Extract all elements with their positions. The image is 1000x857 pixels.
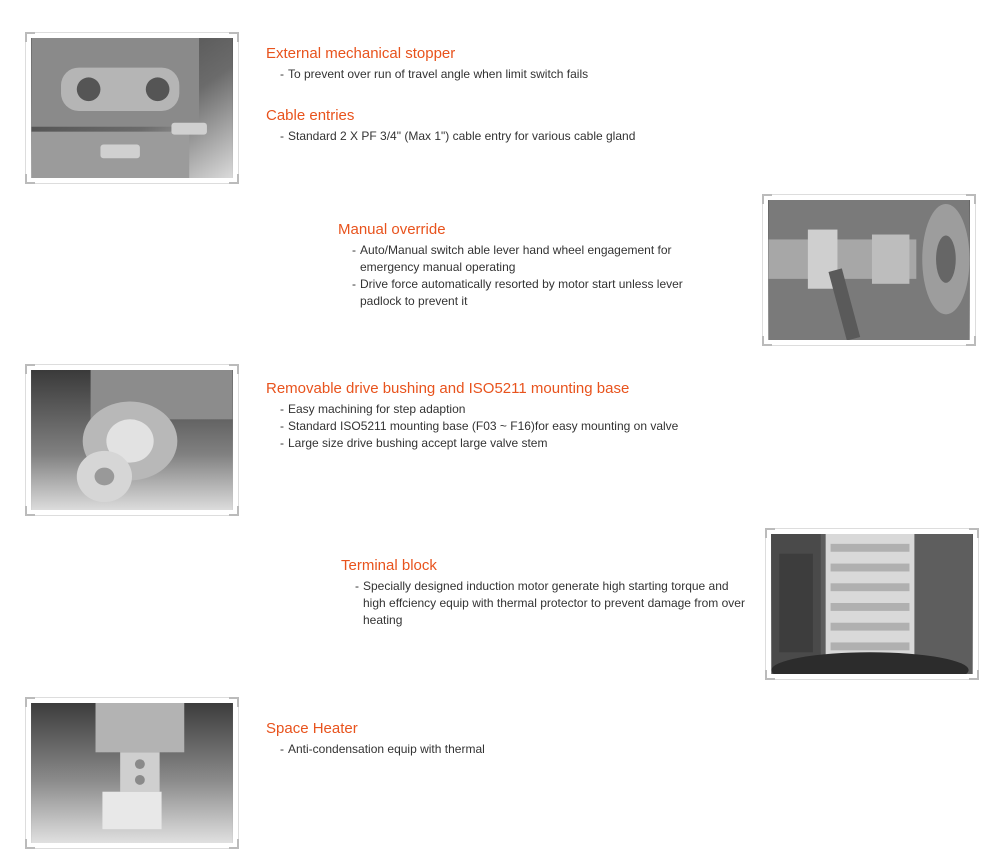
- terminal-block-image: [771, 534, 973, 674]
- feature-bullet: - Large size drive bushing accept large valve stem: [280, 436, 548, 450]
- feature-bullet: - Drive force automatically resorted by motor start unless lever padlock to prevent it: [352, 277, 683, 308]
- feature-bullet: - Easy machining for step adaption: [280, 402, 466, 416]
- feature-bullet: - To prevent over run of travel angle when limit switch fails: [280, 67, 589, 81]
- photo-stopper-cable: [25, 32, 239, 184]
- feature-drive-bushing: [266, 379, 678, 452]
- feature-cable-entries: [266, 106, 635, 145]
- feature-title: Manual override: [338, 221, 446, 238]
- feature-title: Terminal block: [341, 557, 437, 574]
- feature-manual-override: [338, 220, 738, 310]
- photo-space-heater: [25, 697, 239, 849]
- feature-bullet: - Standard ISO5211 mounting base (F03 ~ F16)for easy mounting on valve: [280, 419, 679, 433]
- feature-bullet: - Auto/Manual switch able lever hand wheel engagement for emergency manual operating: [352, 243, 672, 274]
- actuator-housing-image: [31, 38, 233, 178]
- photo-drive-bushing: [25, 364, 239, 516]
- photo-manual-override: [762, 194, 976, 346]
- feature-bullet: - Anti-condensation equip with thermal: [280, 742, 485, 756]
- feature-bullet: - Standard 2 X PF 3/4" (Max 1") cable entry for various cable gland: [280, 129, 636, 143]
- feature-bullet: - Specially designed induction motor generate high starting torque and high effciency equip with thermal protector to prevent damage from over heating: [355, 579, 745, 627]
- feature-title: Cable entries: [266, 107, 355, 124]
- feature-title: Space Heater: [266, 720, 358, 737]
- feature-terminal-block: [341, 556, 751, 629]
- drive-bushing-image: [31, 370, 233, 510]
- feature-title: External mechanical stopper: [266, 45, 456, 62]
- space-heater-image: [31, 703, 233, 843]
- feature-space-heater: [266, 719, 485, 758]
- manual-override-image: [768, 200, 970, 340]
- photo-terminal-block: [765, 528, 979, 680]
- feature-external-stopper: [266, 44, 588, 83]
- feature-title: Removable drive bushing and ISO5211 mounting base: [266, 380, 630, 397]
